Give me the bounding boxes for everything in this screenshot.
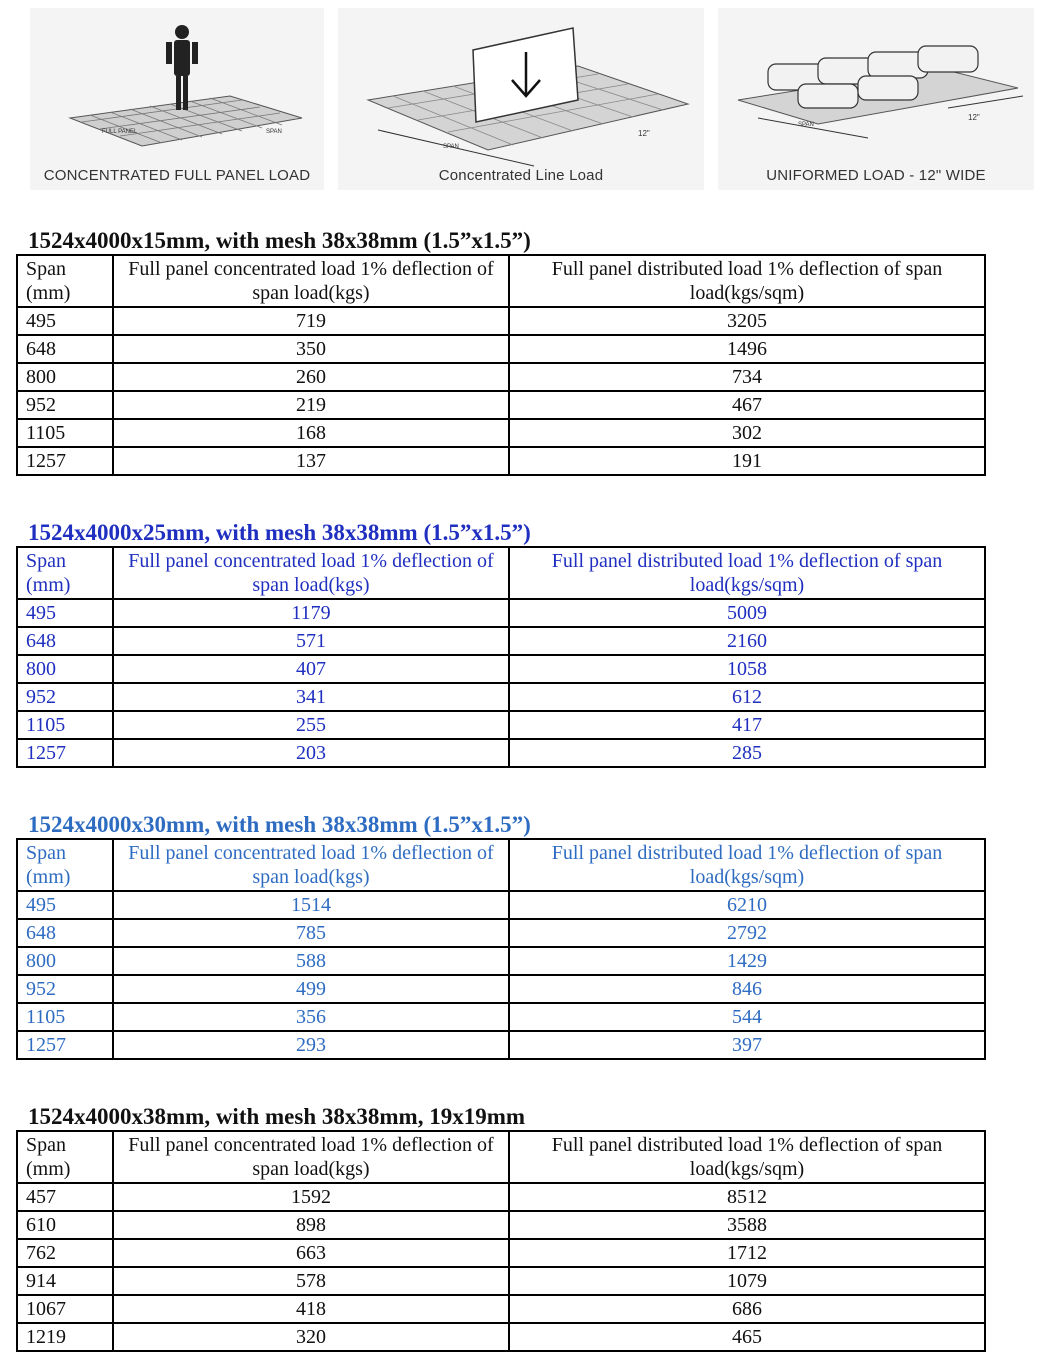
illustration-caption: UNIFORMED LOAD - 12" WIDE: [766, 167, 986, 184]
cell-distributed-load: 6210: [509, 891, 985, 919]
column-header-span: Span (mm): [17, 255, 113, 307]
cell-distributed-load: 846: [509, 975, 985, 1003]
cell-concentrated-load: 341: [113, 683, 509, 711]
load-table-section-15mm: [16, 228, 968, 476]
cell-concentrated-load: 219: [113, 391, 509, 419]
cell-concentrated-load: 137: [113, 447, 509, 475]
table-row: [17, 627, 985, 655]
table-row: [17, 891, 985, 919]
cell-distributed-load: 544: [509, 1003, 985, 1031]
cell-span: 800: [17, 363, 113, 391]
illus-label-1-0: SPAN: [443, 144, 459, 150]
illustration-line-load: [338, 8, 704, 190]
cell-span: 1105: [17, 711, 113, 739]
cell-concentrated-load: 260: [113, 363, 509, 391]
sandbags-on-grating-icon: [718, 8, 1034, 190]
cell-concentrated-load: 1592: [113, 1183, 509, 1211]
cell-span: 952: [17, 975, 113, 1003]
table-row: [17, 419, 985, 447]
cell-distributed-load: 397: [509, 1031, 985, 1059]
cell-concentrated-load: 203: [113, 739, 509, 767]
cell-concentrated-load: 1179: [113, 599, 509, 627]
cell-span: 648: [17, 919, 113, 947]
table-row: [17, 683, 985, 711]
load-table: [16, 838, 986, 1060]
illustration-uniform-load: [718, 8, 1034, 190]
cell-concentrated-load: 499: [113, 975, 509, 1003]
column-header-concentrated-load: Full panel concentrated load 1% deflection of span load(kgs): [113, 255, 509, 307]
cell-distributed-load: 467: [509, 391, 985, 419]
table-row: [17, 1031, 985, 1059]
illus-label-0-1: SPAN: [266, 129, 282, 135]
cell-concentrated-load: 578: [113, 1267, 509, 1295]
illustration-caption: CONCENTRATED FULL PANEL LOAD: [43, 167, 311, 184]
cell-span: 1257: [17, 1031, 113, 1059]
table-row: [17, 711, 985, 739]
cell-span: 1219: [17, 1323, 113, 1351]
cell-span: 762: [17, 1239, 113, 1267]
column-header-concentrated-load: Full panel concentrated load 1% deflection of span load(kgs): [113, 1131, 509, 1183]
cell-span: 800: [17, 655, 113, 683]
cell-concentrated-load: 571: [113, 627, 509, 655]
table-title: 1524x4000x25mm, with mesh 38x38mm (1.5”x1.5”): [28, 520, 531, 545]
table-row: [17, 447, 985, 475]
table-row: [17, 739, 985, 767]
table-row: [17, 1323, 985, 1351]
cell-span: 648: [17, 335, 113, 363]
illustration-caption: Concentrated Line Load: [438, 167, 604, 184]
cell-distributed-load: 5009: [509, 599, 985, 627]
table-row: [17, 335, 985, 363]
cell-concentrated-load: 418: [113, 1295, 509, 1323]
cell-distributed-load: 302: [509, 419, 985, 447]
cell-span: 495: [17, 599, 113, 627]
table-title: 1524x4000x38mm, with mesh 38x38mm, 19x19mm: [28, 1104, 526, 1129]
illus-label-1-1: 12": [638, 129, 650, 138]
cell-distributed-load: 734: [509, 363, 985, 391]
cell-concentrated-load: 350: [113, 335, 509, 363]
cell-distributed-load: 3205: [509, 307, 985, 335]
cell-distributed-load: 465: [509, 1323, 985, 1351]
cell-concentrated-load: 785: [113, 919, 509, 947]
cell-span: 610: [17, 1211, 113, 1239]
cell-distributed-load: 285: [509, 739, 985, 767]
cell-span: 1105: [17, 419, 113, 447]
table-row: [17, 655, 985, 683]
table-row: [17, 307, 985, 335]
table-row: [17, 1295, 985, 1323]
cell-distributed-load: 612: [509, 683, 985, 711]
cell-concentrated-load: 1514: [113, 891, 509, 919]
illus-label-2-1: 12": [968, 113, 980, 122]
cell-distributed-load: 3588: [509, 1211, 985, 1239]
column-header-distributed-load: Full panel distributed load 1% deflection of span load(kgs/sqm): [509, 839, 985, 891]
cell-span: 1257: [17, 447, 113, 475]
table-row: [17, 919, 985, 947]
illustration-full-panel-load: [30, 8, 324, 190]
cell-distributed-load: 1496: [509, 335, 985, 363]
column-header-concentrated-load: Full panel concentrated load 1% deflection of span load(kgs): [113, 547, 509, 599]
illus-label-2-0: SPAN: [798, 122, 814, 128]
cell-concentrated-load: 898: [113, 1211, 509, 1239]
table-row: [17, 975, 985, 1003]
cell-span: 1257: [17, 739, 113, 767]
table-row: [17, 1239, 985, 1267]
load-table: [16, 1130, 986, 1352]
cell-concentrated-load: 588: [113, 947, 509, 975]
cell-concentrated-load: 255: [113, 711, 509, 739]
cell-span: 800: [17, 947, 113, 975]
person-standing-on-grating-icon: [30, 8, 324, 190]
cell-distributed-load: 686: [509, 1295, 985, 1323]
load-table-section-30mm: [16, 812, 968, 1060]
cell-span: 952: [17, 391, 113, 419]
cell-span: 495: [17, 307, 113, 335]
column-header-distributed-load: Full panel distributed load 1% deflection of span load(kgs/sqm): [509, 547, 985, 599]
cell-span: 1067: [17, 1295, 113, 1323]
cell-concentrated-load: 719: [113, 307, 509, 335]
table-row: [17, 599, 985, 627]
cell-distributed-load: 2792: [509, 919, 985, 947]
cell-distributed-load: 1079: [509, 1267, 985, 1295]
line-load-arrow-on-grating-icon: [338, 8, 704, 190]
column-header-span: Span (mm): [17, 547, 113, 599]
cell-concentrated-load: 293: [113, 1031, 509, 1059]
table-row: [17, 1003, 985, 1031]
table-row: [17, 947, 985, 975]
cell-span: 952: [17, 683, 113, 711]
illus-label-0-0: FULL PANEL: [102, 129, 138, 135]
table-row: [17, 363, 985, 391]
column-header-distributed-load: Full panel distributed load 1% deflection of span load(kgs/sqm): [509, 1131, 985, 1183]
cell-concentrated-load: 320: [113, 1323, 509, 1351]
column-header-span: Span (mm): [17, 1131, 113, 1183]
table-title: 1524x4000x30mm, with mesh 38x38mm (1.5”x1.5”): [28, 812, 531, 837]
cell-concentrated-load: 168: [113, 419, 509, 447]
cell-distributed-load: 1058: [509, 655, 985, 683]
cell-distributed-load: 2160: [509, 627, 985, 655]
cell-span: 648: [17, 627, 113, 655]
cell-distributed-load: 1429: [509, 947, 985, 975]
table-title: 1524x4000x15mm, with mesh 38x38mm (1.5”x1.5”): [28, 228, 531, 253]
load-table: [16, 254, 986, 476]
cell-distributed-load: 8512: [509, 1183, 985, 1211]
load-table-section-25mm: [16, 520, 968, 768]
cell-distributed-load: 191: [509, 447, 985, 475]
cell-distributed-load: 417: [509, 711, 985, 739]
table-row: [17, 1183, 985, 1211]
table-row: [17, 1267, 985, 1295]
table-row: [17, 1211, 985, 1239]
column-header-distributed-load: Full panel distributed load 1% deflection of span load(kgs/sqm): [509, 255, 985, 307]
column-header-concentrated-load: Full panel concentrated load 1% deflection of span load(kgs): [113, 839, 509, 891]
column-header-span: Span (mm): [17, 839, 113, 891]
cell-concentrated-load: 407: [113, 655, 509, 683]
table-row: [17, 391, 985, 419]
cell-distributed-load: 1712: [509, 1239, 985, 1267]
cell-span: 457: [17, 1183, 113, 1211]
cell-span: 1105: [17, 1003, 113, 1031]
cell-concentrated-load: 356: [113, 1003, 509, 1031]
cell-concentrated-load: 663: [113, 1239, 509, 1267]
cell-span: 914: [17, 1267, 113, 1295]
cell-span: 495: [17, 891, 113, 919]
load-table-section-38mm: [16, 1104, 968, 1352]
load-table: [16, 546, 986, 768]
